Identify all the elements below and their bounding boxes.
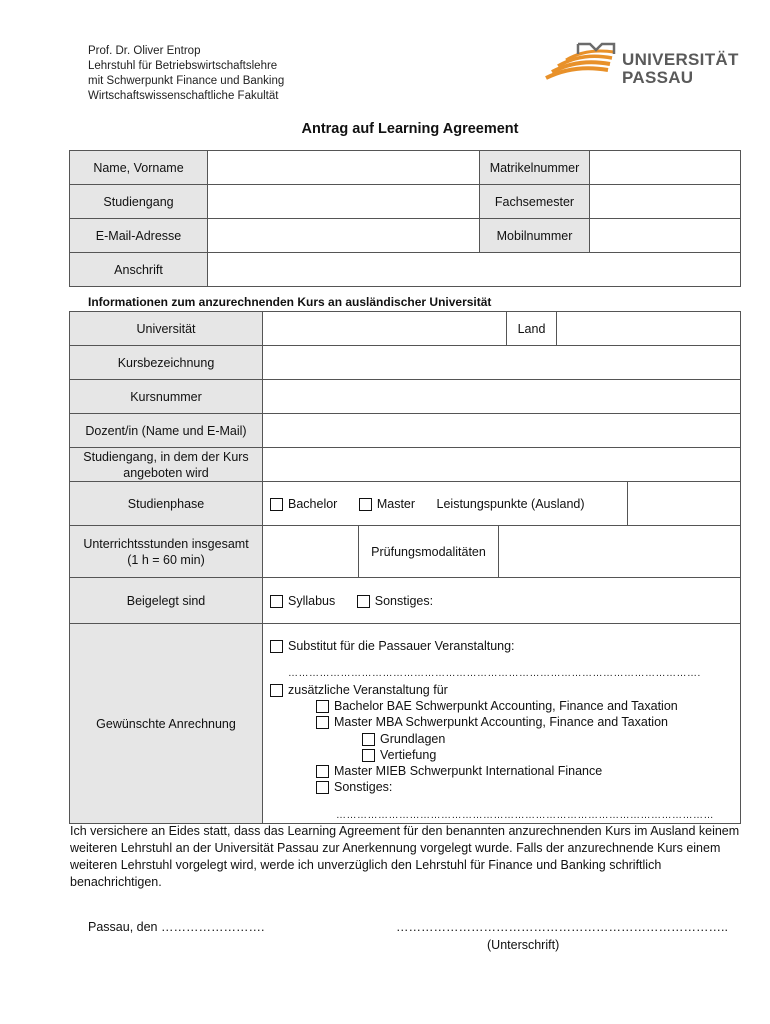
matrikel-field[interactable] [590, 151, 741, 185]
kursnummer-label: Kursnummer [70, 380, 263, 414]
master-mba-option[interactable] [316, 714, 668, 730]
anschrift-label: Anschrift [70, 253, 208, 287]
logo-line-1: UNIVERSITÄT [622, 50, 739, 69]
leistungspunkte-label: Leistungspunkte (Ausland) [436, 496, 585, 511]
name-label: Name, Vorname [70, 151, 208, 185]
name-field[interactable] [208, 151, 480, 185]
stunden-line-2: (1 h = 60 min) [127, 552, 205, 567]
beigelegt-label: Beigelegt sind [70, 578, 263, 624]
sonstiges-label: Sonstiges: [374, 593, 434, 608]
studiengang-kurs-label [70, 448, 263, 483]
fachsemester-label: Fachsemester [480, 185, 590, 219]
form-title: Antrag auf Learning Agreement [301, 121, 519, 137]
master-option[interactable] [359, 497, 415, 511]
studienphase-table [69, 481, 741, 526]
grundlagen-option[interactable] [362, 731, 445, 747]
vertiefung-label: Vertiefung [380, 748, 437, 762]
email-label: E-Mail-Adresse [70, 219, 208, 253]
pruefung-label: Prüfungsmodalitäten [359, 526, 499, 578]
stunden-table [69, 525, 741, 578]
vertiefung-option[interactable] [362, 747, 436, 763]
studiengang-kurs-line-1: Studiengang, in dem der Kurs [83, 450, 249, 464]
stunden-line-1: Unterrichtsstunden insgesamt [83, 536, 249, 551]
personal-data-table [69, 150, 741, 287]
sonstiges2-label: Sonstiges: [334, 780, 393, 794]
mobil-label: Mobilnummer [480, 219, 590, 253]
substitut-label: Substitut für die Passauer Veranstaltung: [288, 639, 515, 653]
land-label: Land [507, 312, 557, 346]
kursbezeichnung-field[interactable] [263, 346, 741, 380]
sonstiges-option[interactable] [357, 594, 433, 608]
grundlagen-label: Grundlagen [380, 732, 446, 746]
chair-name-line-3: mit Schwerpunkt Finance und Banking [88, 75, 285, 87]
studiengang-field[interactable] [208, 185, 480, 219]
master-mba-label: Master MBA Schwerpunkt Accounting, Finance and Taxation [334, 715, 668, 729]
syllabus-label: Syllabus [288, 593, 336, 608]
universitaet-label: Universität [70, 312, 263, 346]
studiengang-kurs-field[interactable] [263, 448, 741, 483]
bachelor-label: Bachelor [288, 496, 338, 511]
substitut-option[interactable] [270, 638, 515, 654]
vertiefung-checkbox[interactable] [362, 749, 375, 762]
stunden-label [70, 526, 263, 578]
place-date-field[interactable]: Passau, den ……………………. [88, 920, 265, 934]
studienphase-label: Studienphase [70, 482, 263, 526]
master-mba-checkbox[interactable] [316, 716, 329, 729]
master-mieb-label: Master MIEB Schwerpunkt International Finance [334, 764, 603, 778]
bachelor-bae-checkbox[interactable] [316, 700, 329, 713]
substitut-checkbox[interactable] [270, 640, 283, 653]
sonstiges-dots-line: ……………………………………………………………………………………………… [336, 810, 714, 821]
signature-line[interactable]: …………………………………………………………………….. [396, 920, 728, 934]
zusaetzlich-label: zusätzliche Veranstaltung für [288, 683, 448, 697]
zusaetzlich-checkbox[interactable] [270, 684, 283, 697]
master-label: Master [376, 496, 416, 511]
grundlagen-checkbox[interactable] [362, 733, 375, 746]
bachelor-bae-label: Bachelor BAE Schwerpunkt Accounting, Finance and Taxation [334, 699, 678, 713]
bachelor-bae-option[interactable] [316, 698, 678, 714]
anschrift-field[interactable] [208, 253, 741, 287]
logo-line-2: PASSAU [622, 68, 694, 87]
sonstiges-checkbox[interactable] [357, 595, 370, 608]
chair-name-line-4: Wirtschaftswissenschaftliche Fakultät [88, 90, 279, 102]
land-field[interactable] [557, 312, 741, 346]
fachsemester-field[interactable] [590, 185, 741, 219]
sonstiges2-checkbox[interactable] [316, 781, 329, 794]
chair-name-line-1: Prof. Dr. Oliver Entrop [88, 45, 201, 57]
universitaet-field[interactable] [263, 312, 507, 346]
mobil-field[interactable] [590, 219, 741, 253]
course-section-title: Informationen zum anzurechnenden Kurs an ausländischer Universität [88, 295, 492, 309]
stunden-field[interactable] [263, 526, 359, 578]
dozent-field[interactable] [263, 414, 741, 448]
kursbezeichnung-label: Kursbezeichnung [70, 346, 263, 380]
zusaetzlich-option[interactable] [270, 682, 448, 698]
anrechnung-label: Gewünschte Anrechnung [70, 624, 263, 824]
bachelor-checkbox[interactable] [270, 498, 283, 511]
master-mieb-option[interactable] [316, 763, 602, 779]
master-checkbox[interactable] [359, 498, 372, 511]
university-logo-icon [544, 42, 622, 82]
pruefung-field[interactable] [499, 526, 741, 578]
course-info-table [69, 311, 741, 483]
syllabus-checkbox[interactable] [270, 595, 283, 608]
university-logo-text [622, 51, 739, 87]
studiengang-kurs-line-2: angeboten wird [123, 466, 209, 480]
email-field[interactable] [208, 219, 480, 253]
sonstiges2-option[interactable] [316, 779, 392, 795]
matrikel-label: Matrikelnummer [480, 151, 590, 185]
declaration-text: Ich versichere an Eides statt, dass das Learning Agreement für den benannten anzurechnenden Kurs im Ausland keinem weiteren Lehrstuhl an der Universität Passau zur Anerkennung vorgelegt wurde. Falls der anzurechnende Kurs einem weiteren Lehrstuhl vorgelegt wird, werde ich unverzüglich den Lehrstuhl für Finance und Banking schriftlich benachrichtigen. [70, 824, 740, 889]
signature-label: (Unterschrift) [487, 938, 560, 952]
leistungspunkte-field[interactable] [628, 482, 741, 526]
bachelor-option[interactable] [270, 497, 337, 511]
studiengang-label: Studiengang [70, 185, 208, 219]
chair-name-line-2: Lehrstuhl für Betriebswirtschaftslehre [88, 60, 278, 72]
kursnummer-field[interactable] [263, 380, 741, 414]
dozent-label: Dozent/in (Name und E-Mail) [70, 414, 263, 448]
syllabus-option[interactable] [270, 594, 335, 608]
master-mieb-checkbox[interactable] [316, 765, 329, 778]
substitut-dots-line: ………………………………………………………………………………………………………. [288, 668, 701, 679]
